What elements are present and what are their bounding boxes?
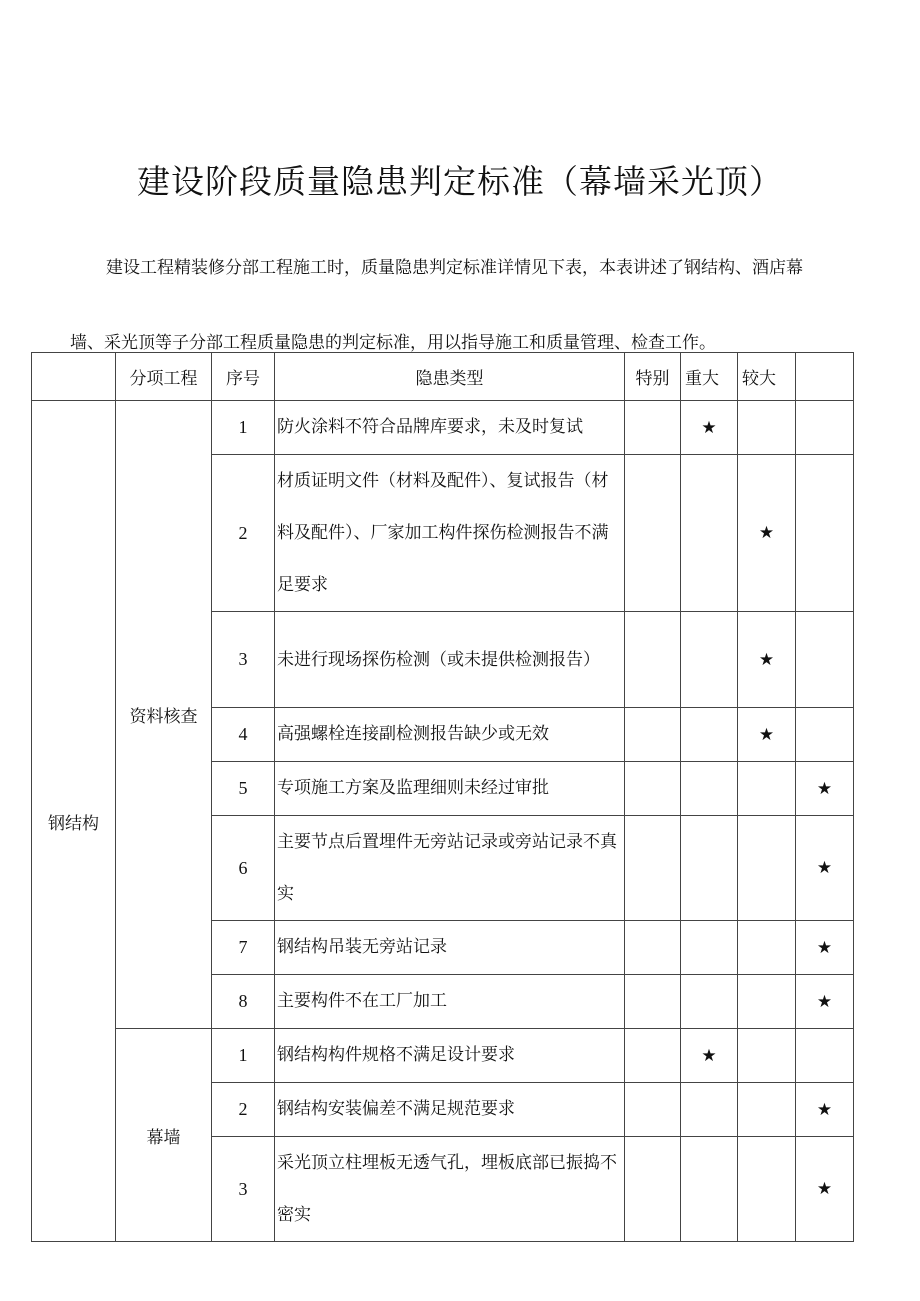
hazard-description: 钢结构构件规格不满足设计要求 [275,1029,625,1083]
star-mark: ★ [796,1083,854,1137]
star-mark: ★ [796,975,854,1029]
level-cell [738,1083,796,1137]
table-row [32,1029,854,1083]
level-cell [625,455,681,612]
section-cell: 幕墙 [116,1029,212,1242]
header-seq-no: 序号 [212,353,275,401]
hazard-description: 材质证明文件（材料及配件）、复试报告（材料及配件）、厂家加工构件探伤检测报告不满足要求 [275,455,625,612]
level-cell [681,921,738,975]
star-mark: ★ [796,762,854,816]
level-cell [738,762,796,816]
level-cell [738,401,796,455]
header-large: 较大 [738,353,796,401]
hazard-description: 钢结构吊装无旁站记录 [275,921,625,975]
level-cell [681,1083,738,1137]
level-cell [738,1137,796,1242]
header-sub-project: 分项工程 [116,353,212,401]
level-cell [625,612,681,708]
row-number: 5 [212,762,275,816]
row-number: 3 [212,1137,275,1242]
level-cell [681,455,738,612]
level-cell [796,612,854,708]
star-mark: ★ [681,401,738,455]
hazard-standard-table [31,352,854,1242]
level-cell [738,1029,796,1083]
row-number: 2 [212,1083,275,1137]
level-cell [796,401,854,455]
level-cell [681,612,738,708]
level-cell [625,975,681,1029]
row-number: 4 [212,708,275,762]
level-cell [681,708,738,762]
level-cell [796,1029,854,1083]
level-cell [625,816,681,921]
table-header-row [32,353,854,401]
row-number: 7 [212,921,275,975]
star-mark: ★ [738,455,796,612]
level-cell [625,401,681,455]
level-cell [681,975,738,1029]
document-title: 建设阶段质量隐患判定标准（幕墙采光顶） [137,162,783,201]
hazard-description: 主要节点后置埋件无旁站记录或旁站记录不真实 [275,816,625,921]
level-cell [738,975,796,1029]
intro-paragraph-continued: 墙、采光顶等子分部工程质量隐患的判定标准，用以指导施工和质量管理、检查工作。 [70,333,716,353]
level-cell [681,1137,738,1242]
level-cell [625,1083,681,1137]
header-category [32,353,116,401]
level-cell [738,816,796,921]
table-row [32,401,854,455]
level-cell [625,708,681,762]
level-cell [796,708,854,762]
header-major: 重大 [681,353,738,401]
row-number: 6 [212,816,275,921]
row-number: 1 [212,401,275,455]
star-mark: ★ [796,921,854,975]
level-cell [738,921,796,975]
row-number: 3 [212,612,275,708]
star-mark: ★ [738,612,796,708]
row-number: 8 [212,975,275,1029]
group-cell: 钢结构 [32,401,116,1242]
row-number: 1 [212,1029,275,1083]
level-cell [625,762,681,816]
section-cell: 资料核查 [116,401,212,1029]
header-hazard-type: 隐患类型 [275,353,625,401]
header-general [796,353,854,401]
hazard-description: 高强螺栓连接副检测报告缺少或无效 [275,708,625,762]
level-cell [681,816,738,921]
star-mark: ★ [796,1137,854,1242]
hazard-description: 防火涂料不符合品牌库要求，未及时复试 [275,401,625,455]
hazard-description: 未进行现场探伤检测（或未提供检测报告） [275,612,625,708]
level-cell [681,762,738,816]
star-mark: ★ [796,816,854,921]
hazard-description: 专项施工方案及监理细则未经过审批 [275,762,625,816]
star-mark: ★ [738,708,796,762]
hazard-description: 采光顶立柱埋板无透气孔，埋板底部已振捣不密实 [275,1137,625,1242]
level-cell [625,921,681,975]
star-mark: ★ [681,1029,738,1083]
row-number: 2 [212,455,275,612]
level-cell [625,1029,681,1083]
intro-paragraph: 建设工程精装修分部工程施工时，质量隐患判定标准详情见下表，本表讲述了钢结构、酒店幕 [106,258,803,278]
hazard-description: 主要构件不在工厂加工 [275,975,625,1029]
level-cell [625,1137,681,1242]
level-cell [796,455,854,612]
hazard-description: 钢结构安装偏差不满足规范要求 [275,1083,625,1137]
header-extraordinary: 特别 [625,353,681,401]
